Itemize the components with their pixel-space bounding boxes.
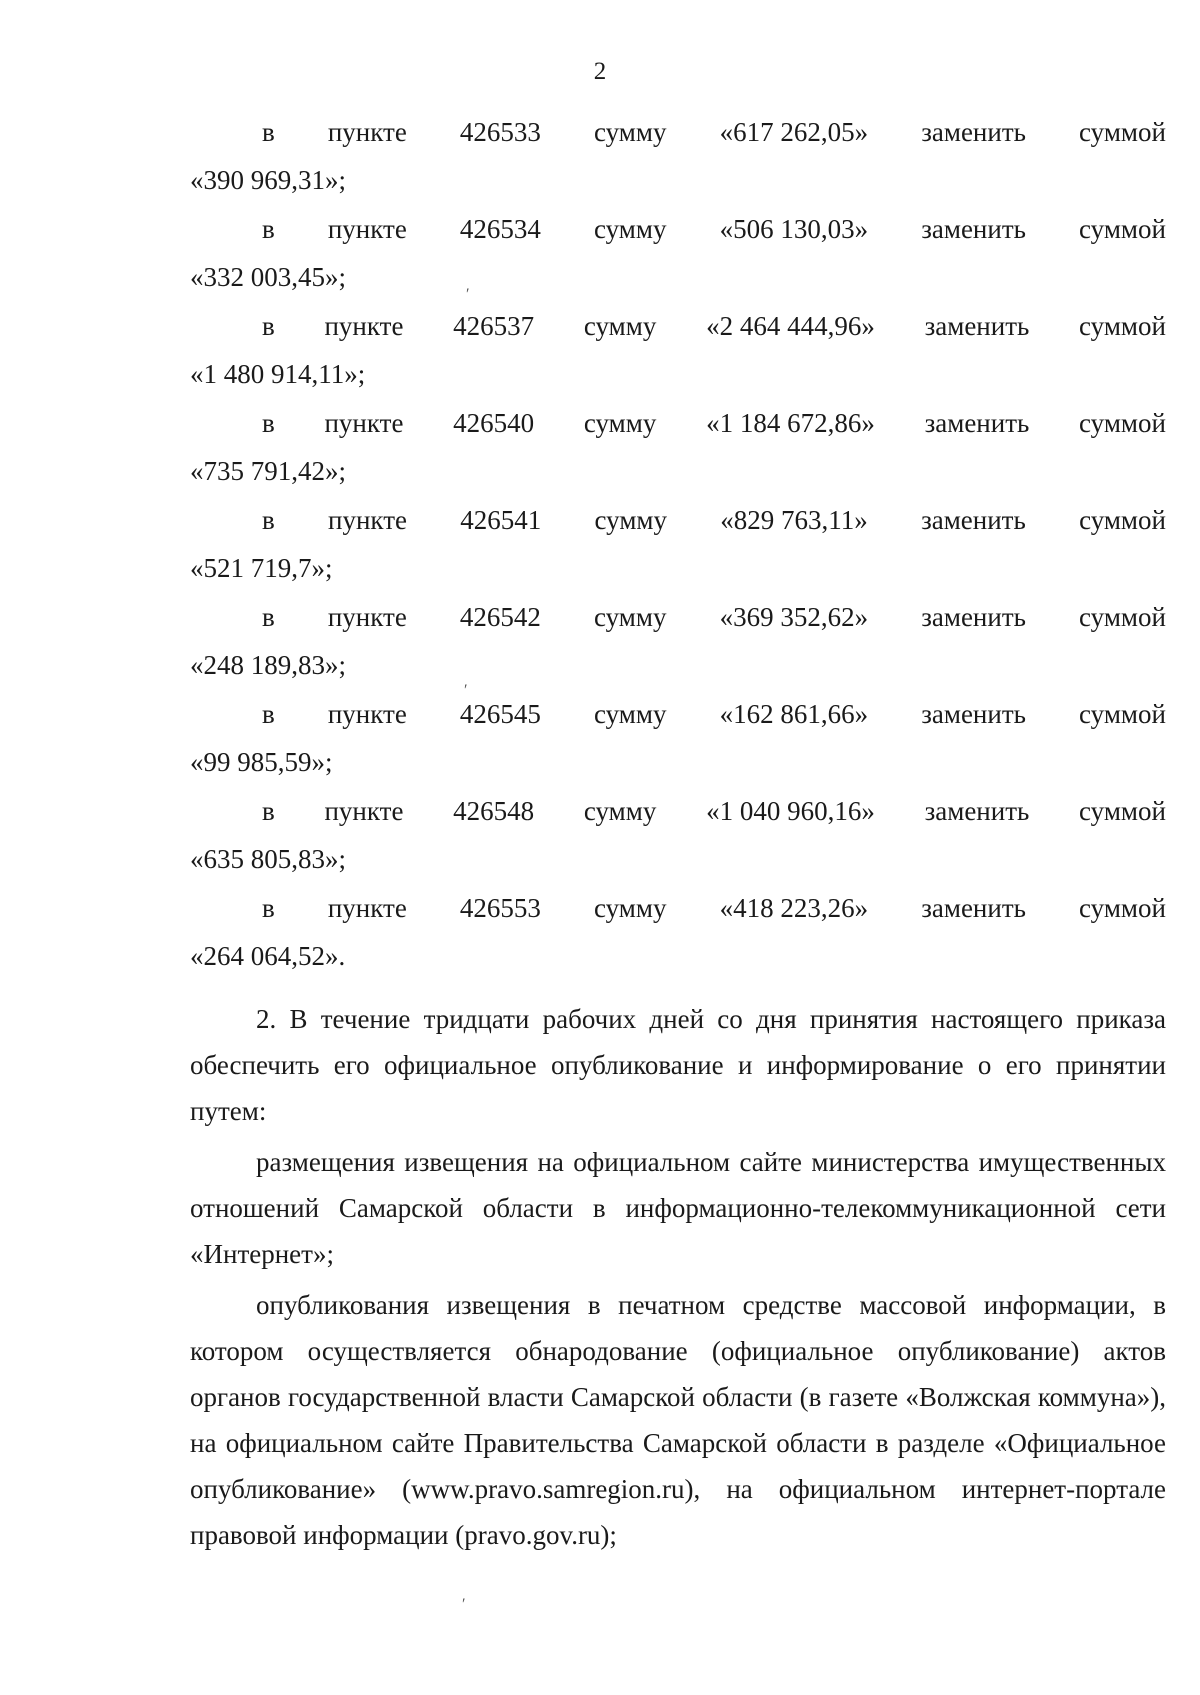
entry-point-word: пункте — [327, 602, 407, 632]
entry-sum-word: сумму — [594, 893, 667, 923]
entry-code: 426553 — [459, 893, 541, 923]
entry-prep: в — [262, 311, 275, 341]
entry-new-value: «735 791,42»; — [190, 456, 347, 486]
page-number: 2 — [593, 58, 607, 85]
entry-replace-word: заменить — [921, 602, 1026, 632]
entry-code: 426534 — [459, 214, 541, 244]
entry-replace-word: заменить — [921, 505, 1026, 535]
amendment-entry — [190, 888, 1166, 985]
amendment-entry — [190, 791, 1166, 888]
entry-with-sum-word: суммой — [1079, 214, 1166, 244]
entry-replace-word: заменить — [921, 117, 1026, 147]
entry-sum-word: сумму — [594, 214, 667, 244]
amendment-entry — [190, 112, 1166, 209]
entry-new-value: «390 969,31»; — [190, 165, 347, 195]
entry-with-sum-word: суммой — [1079, 893, 1166, 923]
entry-new-value: «521 719,7»; — [190, 553, 333, 583]
entry-point-word: пункте — [327, 214, 407, 244]
entry-point-word: пункте — [327, 893, 407, 923]
entry-point-word: пункте — [324, 408, 404, 438]
entry-new-value: «635 805,83»; — [190, 844, 347, 874]
entry-code: 426533 — [459, 117, 541, 147]
entry-new-value: «332 003,45»; — [190, 262, 347, 292]
entry-with-sum-word: суммой — [1079, 602, 1166, 632]
amendment-entry — [190, 597, 1166, 694]
entry-replace-word: заменить — [921, 214, 1026, 244]
entry-code: 426545 — [459, 699, 541, 729]
entry-sum-word: сумму — [594, 117, 667, 147]
entry-old-value: «162 861,66» — [719, 699, 869, 729]
entry-sum-word: сумму — [583, 311, 657, 341]
entry-old-value: «617 262,05» — [719, 117, 869, 147]
entry-sum-word: сумму — [583, 408, 657, 438]
amendment-entry — [190, 403, 1166, 500]
amendment-entry — [190, 209, 1166, 306]
amendment-list — [190, 112, 1166, 985]
entry-sum-word: сумму — [583, 796, 657, 826]
entry-old-value: «829 763,11» — [720, 505, 868, 535]
entry-replace-word: заменить — [924, 311, 1030, 341]
entry-new-value: «264 064,52». — [190, 941, 346, 971]
entry-replace-word: заменить — [924, 796, 1030, 826]
entry-with-sum-word: суммой — [1079, 117, 1166, 147]
scan-speck: ′ — [462, 1596, 466, 1613]
entry-old-value: «369 352,62» — [719, 602, 869, 632]
scan-speck: ′ — [466, 286, 470, 303]
entry-prep: в — [262, 699, 275, 729]
entry-replace-word: заменить — [921, 699, 1026, 729]
entry-prep: в — [262, 893, 275, 923]
entry-with-sum-word: суммой — [1079, 311, 1166, 341]
entry-sum-word: сумму — [594, 602, 667, 632]
entry-old-value: «1 184 672,86» — [706, 408, 875, 438]
entry-point-word: пункте — [328, 505, 407, 535]
entry-sum-word: сумму — [594, 505, 667, 535]
scan-speck: ′ — [464, 682, 468, 699]
entry-code: 426541 — [460, 505, 542, 535]
paragraph-print-publication: опубликования извещения в печатном средстве массовой информации, в котором осуществляется обнародование (официальное опубликование) актов органов государственной власти Самарской области (в газете «Волжская коммуна»), на официальном сайте Правительства Самарской области в разделе «Официальное опубликование» (www.pravo.samregion.ru), на официальном интернет-портале правовой информации (pravo.gov.ru); — [190, 1290, 1166, 1550]
entry-old-value: «2 464 444,96» — [706, 311, 875, 341]
entry-prep: в — [262, 117, 275, 147]
entry-with-sum-word: суммой — [1079, 505, 1166, 535]
entry-with-sum-word: суммой — [1079, 796, 1166, 826]
entry-point-word: пункте — [327, 699, 407, 729]
body-text — [190, 996, 1166, 1563]
entry-replace-word: заменить — [924, 408, 1030, 438]
entry-point-word: пункте — [327, 117, 407, 147]
amendment-entry — [190, 306, 1166, 403]
entry-new-value: «99 985,59»; — [190, 747, 333, 777]
amendment-entry — [190, 694, 1166, 791]
entry-code: 426548 — [453, 796, 535, 826]
entry-prep: в — [262, 408, 275, 438]
paragraph-publication-deadline: 2. В течение тридцати рабочих дней со дня принятия настоящего приказа обеспечить его официальное опубликование и информирование о его принятии путем: — [190, 1004, 1166, 1126]
entry-replace-word: заменить — [921, 893, 1026, 923]
entry-prep: в — [262, 796, 275, 826]
entry-code: 426542 — [459, 602, 541, 632]
entry-new-value: «248 189,83»; — [190, 650, 347, 680]
entry-code: 426540 — [453, 408, 535, 438]
entry-new-value: «1 480 914,11»; — [190, 359, 366, 389]
amendment-entry — [190, 500, 1166, 597]
entry-prep: в — [262, 602, 275, 632]
entry-prep: в — [262, 505, 275, 535]
entry-old-value: «1 040 960,16» — [706, 796, 875, 826]
entry-with-sum-word: суммой — [1079, 699, 1166, 729]
entry-sum-word: сумму — [594, 699, 667, 729]
entry-with-sum-word: суммой — [1079, 408, 1166, 438]
paragraph-website-notice: размещения извещения на официальном сайте министерства имущественных отношений Самарской области в информационно-телекоммуникационной сети «Интернет»; — [190, 1147, 1166, 1269]
entry-old-value: «506 130,03» — [719, 214, 869, 244]
entry-prep: в — [262, 214, 275, 244]
entry-old-value: «418 223,26» — [719, 893, 869, 923]
entry-point-word: пункте — [324, 796, 404, 826]
entry-point-word: пункте — [324, 311, 404, 341]
entry-code: 426537 — [453, 311, 535, 341]
